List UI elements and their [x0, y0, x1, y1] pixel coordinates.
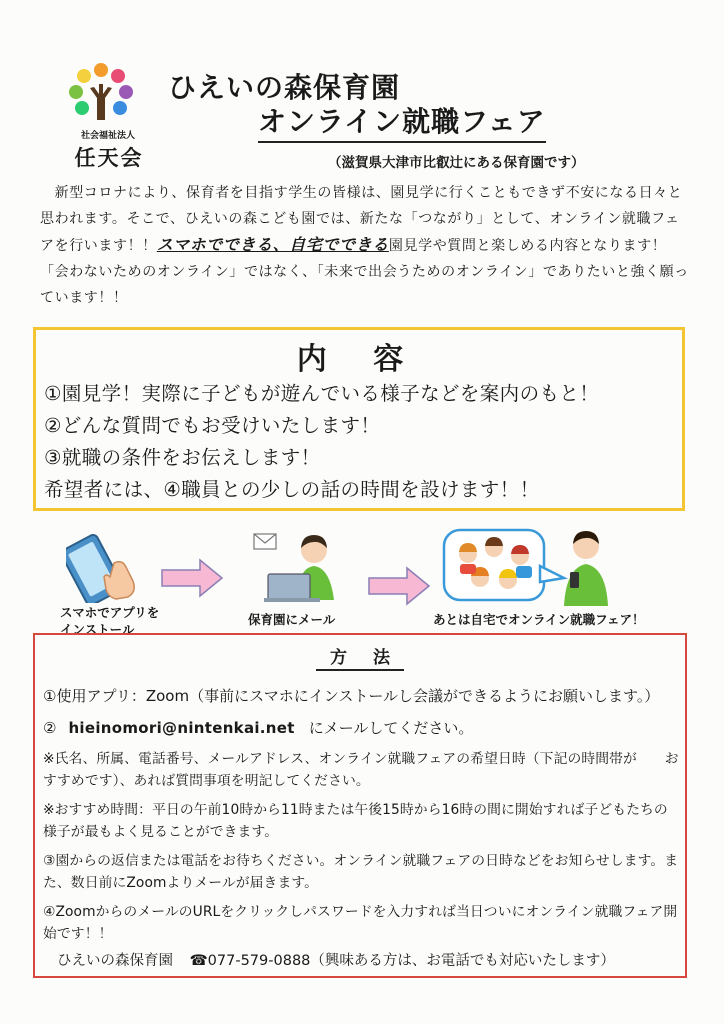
method-item-3: ③園からの返信または電話をお待ちください。オンライン就職フェアの日時などをお知らせします。また、数日前にZoomよりメールが届きます。	[43, 853, 679, 891]
contact-name: ひえいの森保育園	[57, 953, 173, 969]
contact-phone: ☎077-579-0888	[189, 953, 311, 969]
step1-label-line1: スマホでアプリを	[60, 605, 160, 620]
organization-name: 任天会	[74, 146, 144, 170]
contents-item: 希望者には、④職員との少しの話の時間を設けます！！	[44, 478, 540, 501]
person-smartphone-icon	[560, 528, 612, 606]
contact-email: hieinomori@nintenkai.net	[68, 719, 295, 737]
method-item-2-text: にメールしてください。	[308, 719, 474, 737]
contents-title: 内 容	[296, 342, 422, 377]
contents-item: ①園見学！実際に子どもが遊んでいる様子などを案内のもと！	[44, 382, 600, 405]
method-note-2: ※おすすめ時間：平日の午前10時から11時または午後15時から16時の間に開始すれば子どもたちの様子が最もよく見ることができます。	[43, 802, 668, 840]
intro-emphasis: スマホでできる、自宅でできる	[156, 235, 389, 254]
contents-item: ③就職の条件をお伝えします！	[44, 446, 321, 469]
page-title-line1: ひえいの森保育園	[168, 71, 401, 104]
tree-logo-icon	[66, 62, 136, 122]
step3-label: あとは自宅でオンライン就職フェア！	[433, 612, 645, 627]
step2-label: 保育園にメール	[248, 612, 336, 627]
smartphone-tap-icon	[66, 533, 152, 603]
intro-paragraph-1	[40, 180, 690, 259]
page-title-line2: オンライン就職フェア	[258, 100, 546, 143]
intro-text-2: 園見学や質問と楽しめる内容となります！	[388, 238, 667, 254]
method-note-1: ※氏名、所属、電話番号、メールアドレス、オンライン就職フェアの希望日時（下記の時間帯が おすすめです）、あれば質問事項を明記してください。	[43, 751, 679, 789]
person-laptop-mail-icon	[244, 530, 354, 605]
organization-type: 社会福祉法人	[80, 131, 135, 141]
method-item-2-number: ②	[43, 719, 57, 737]
intro-text	[40, 180, 690, 311]
contact-line	[57, 949, 615, 970]
method-title-wrap	[35, 643, 685, 668]
contents-box	[33, 327, 685, 511]
method-item-2	[43, 717, 473, 738]
location-note: （滋賀県大津市比叡辻にある保育園です）	[328, 155, 585, 171]
method-item-1: ①使用アプリ：Zoom（事前にスマホにインストールし会議ができるようにお願いします。）	[43, 687, 660, 705]
right-arrow-icon	[160, 558, 224, 598]
contents-list	[44, 378, 684, 506]
contents-item: ②どんな質問でもお受けいたします！	[44, 414, 381, 437]
step1-label-line2: インストール	[60, 622, 135, 637]
intro-text-1: 新型コロナにより、保育者を目指す学生の皆様は、園見学に行くこともできず不安になる日々と思われます。そこで、ひえいの森こども園では、新たな「つながり」として、オンライン就職フェアを行います！！	[40, 185, 683, 254]
contact-note: （興味ある方は、お電話でも対応いたします）	[310, 953, 615, 969]
intro-paragraph-2: 「会わないためのオンライン」ではなく、「未来で出会うためのオンライン」でありたいと強く願っています！！	[40, 264, 689, 306]
method-box	[33, 633, 687, 978]
method-title: 方 法	[316, 648, 404, 671]
right-arrow-icon	[367, 566, 431, 606]
method-item-4: ④ZoomからのメールのURLをクリックしパスワードを入力すれば当日ついにオンライン就職フェア開始です！！	[43, 904, 678, 942]
children-photo-icon	[440, 526, 570, 606]
